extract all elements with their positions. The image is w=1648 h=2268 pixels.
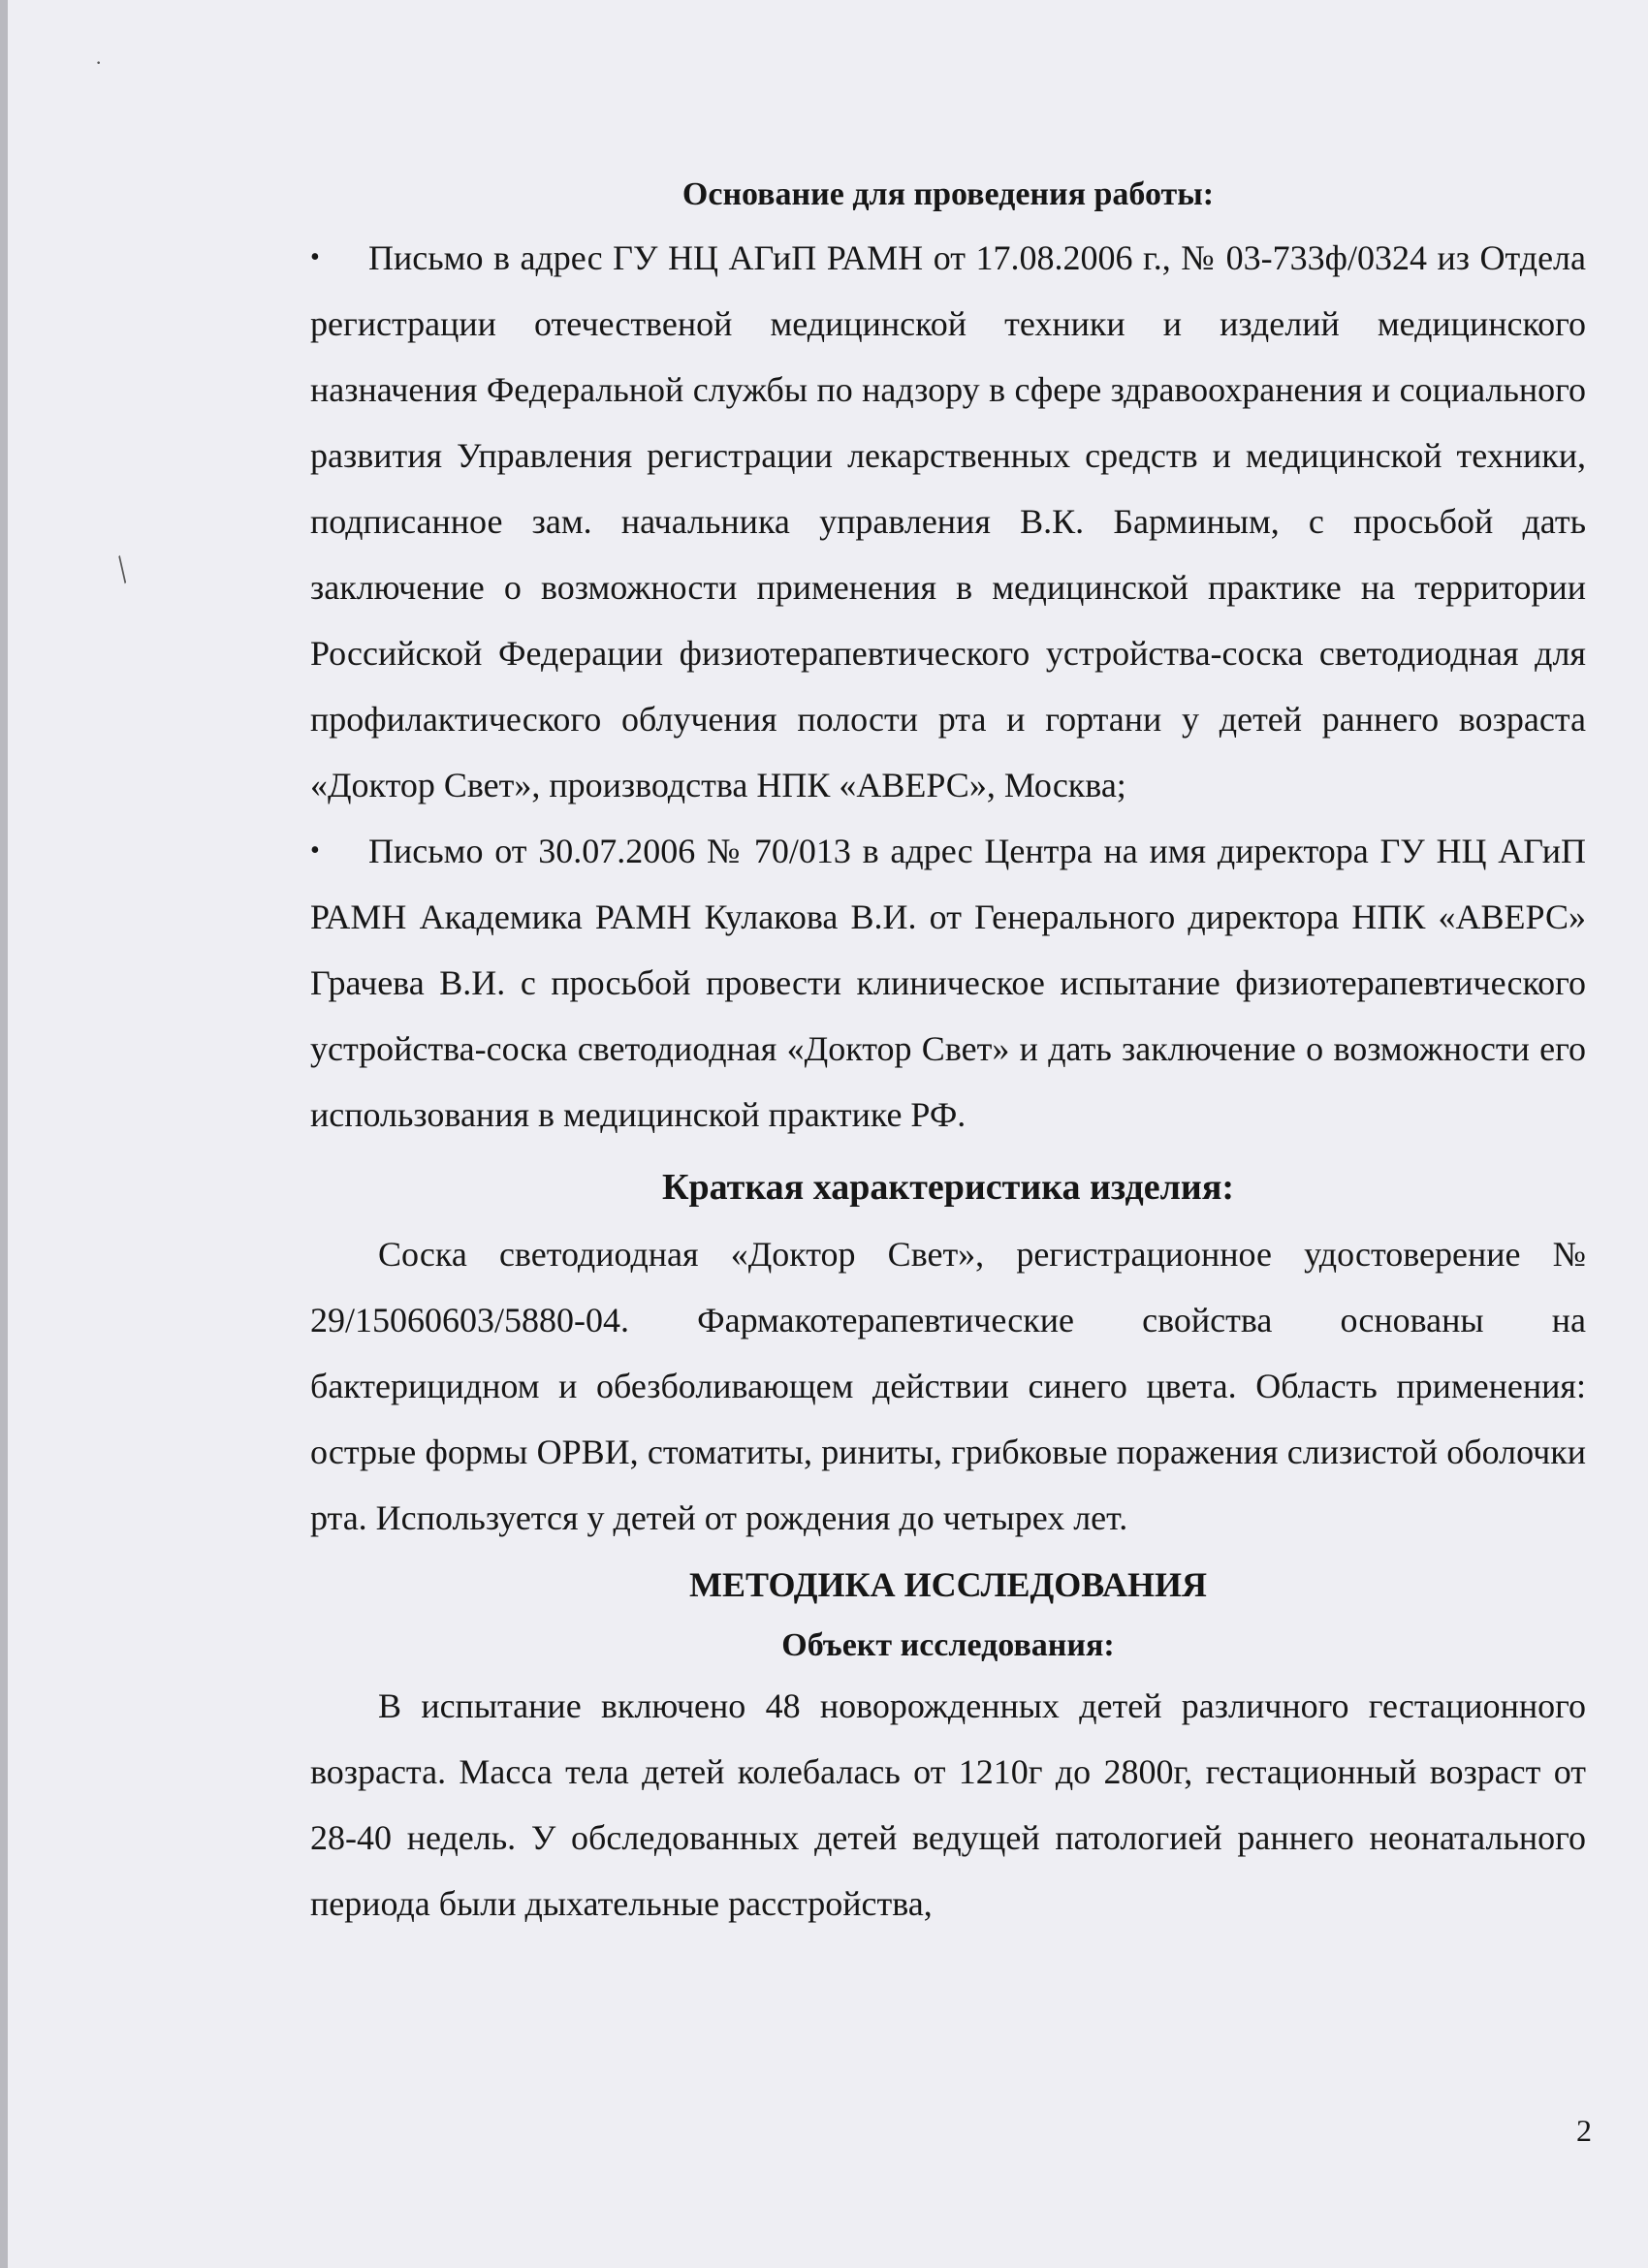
- bullet-marker: •: [310, 835, 320, 866]
- bullet-text: Письмо от 30.07.2006 № 70/013 в адрес Центра на имя директора ГУ НЦ АГиП РАМН Академика РАМН Кулакова В.И. от Генерального директора НПК «АВЕРС» Грачева В.И. с просьбой провести клиническое испытание физиотерапевтического устройства-соска светодиодная «Доктор Свет» и дать заключение о возможности его использования в медицинской практике РФ.: [310, 832, 1586, 1134]
- bullet-text: Письмо в адрес ГУ НЦ АГиП РАМН от 17.08.2006 г., № 03-733ф/0324 из Отдела регистрации отечественой медицинской техники и изделий медицинского назначения Федеральной службы по надзору в сфере здравоохранения и социального развития Управления регистрации лекарственных средств и медицинской техники, подписанное зам. начальника управления В.К. Барминым, с просьбой дать заключение о возможности применения в медицинской практике на территории Российской Федерации физиотерапевтического устройства-соска светодиодная для профилактического облучения полости рта и гортани у детей раннего возраста «Доктор Свет», производства НПК «АВЕРС», Москва;: [310, 238, 1586, 804]
- heading-method: МЕТОДИКА ИССЛЕДОВАНИЯ: [688, 1565, 1208, 1604]
- page-number: 2: [1576, 2113, 1592, 2148]
- scan-speck: ╱: [110, 555, 136, 583]
- characteristics-paragraph: Соска светодиодная «Доктор Свет», регистрационное удостоверение № 29/15060603/5880-04. Фармакотерапевтические свойства основаны на бактерицидном и обезболивающем действии синего цвета. Область применения: острые формы ОРВИ, стоматиты, риниты, грибковые поражения слизистой оболочки рта. Используется у детей от рождения до четырех лет.: [310, 1235, 1586, 1537]
- heading-characteristics: Краткая характеристика изделия:: [661, 1167, 1235, 1208]
- object-paragraph: В испытание включено 48 новорожденных детей различного гестационного возраста. Масса тела детей колебалась от 1210г до 2800г, гестационный возраст от 28-40 недель. У обследованных детей ведущей патологией раннего неонатального периода были дыхательные расстройства,: [310, 1686, 1586, 1923]
- document-body: [310, 165, 1586, 1937]
- scan-speck: ·: [95, 50, 103, 75]
- heading-basis: Основание для проведения работы:: [681, 176, 1215, 212]
- bullet-item-letter-2: [310, 818, 1586, 1148]
- bullet-marker: •: [310, 242, 320, 272]
- heading-object: Объект исследования:: [781, 1627, 1115, 1663]
- bullet-item-letter-1: [310, 225, 1586, 818]
